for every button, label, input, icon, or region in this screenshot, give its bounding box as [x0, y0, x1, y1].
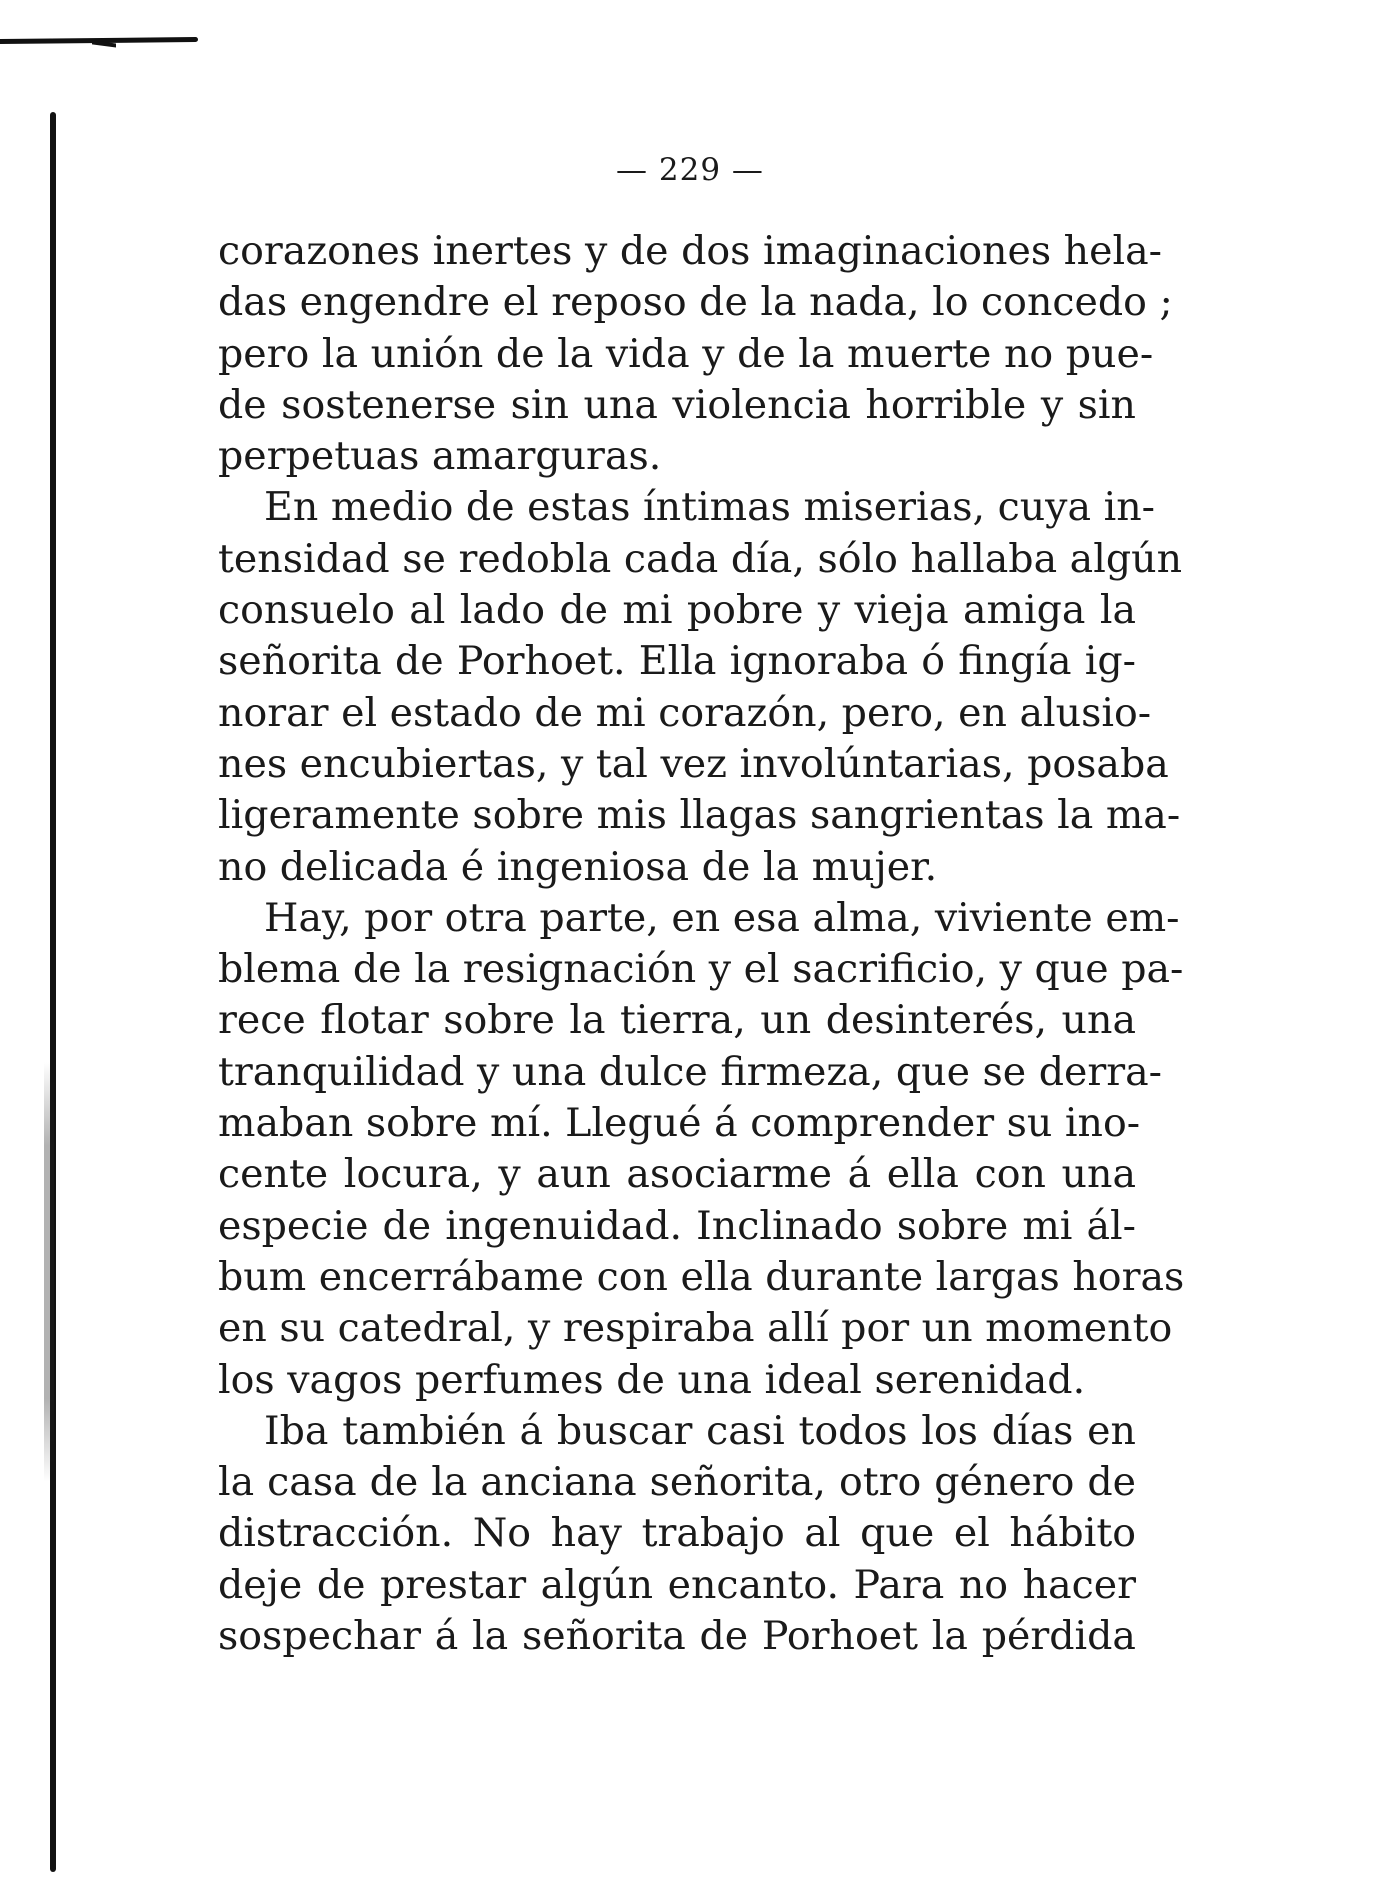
text-line: nes encubiertas, y tal vez involúntarias, posaba	[218, 740, 1169, 787]
text-line: En medio de estas íntimas miserias, cuya in-	[264, 484, 1156, 531]
text-line: ligeramente sobre mis llagas sangrientas la ma-	[218, 792, 1181, 839]
text-line: de sostenerse sin una violencia horrible y sin	[218, 381, 1136, 428]
text-line: consuelo al lado de mi pobre y vieja amiga la	[218, 587, 1136, 634]
scan-artifact-binding-edge	[50, 112, 56, 1872]
text-line: señorita de Porhoet. Ella ignoraba ó fingía ig-	[218, 638, 1136, 685]
text-line: sospechar á la señorita de Porhoet la pérdida	[218, 1613, 1136, 1660]
text-line: Iba también á buscar casi todos los días en	[264, 1407, 1136, 1454]
text-line: bum encerrábame con ella durante largas horas	[218, 1253, 1185, 1300]
text-line: en su catedral, y respiraba allí por un momento	[218, 1305, 1173, 1352]
text-line: especie de ingenuidad. Inclinado sobre mi ál-	[218, 1202, 1136, 1249]
text-line: corazones inertes y de dos imaginaciones hela-	[218, 228, 1163, 274]
scan-artifact-top-mark	[0, 37, 198, 44]
paragraph-4	[218, 1406, 1136, 1662]
text-line: blema de la resignación y el sacrificio, y que pa-	[218, 946, 1184, 993]
body-text	[218, 226, 1185, 1662]
paragraph-1	[218, 226, 1173, 482]
text-line: tranquilidad y una dulce firmeza, que se derra-	[218, 1048, 1163, 1095]
text-line: deje de prestar algún encanto. Para no hacer	[218, 1561, 1136, 1608]
text-line: los vagos perfumes de una ideal serenidad.	[218, 1356, 1086, 1403]
text-line: rece flotar sobre la tierra, un desinterés, una	[218, 997, 1136, 1044]
paragraph-3	[218, 893, 1185, 1406]
text-line: pero la unión de la vida y de la muerte no pue-	[218, 330, 1154, 377]
text-line: das engendre el reposo de la nada, lo concedo ;	[218, 279, 1173, 326]
paragraph-2	[218, 482, 1183, 892]
text-line: norar el estado de mi corazón, pero, en alusio-	[218, 689, 1152, 736]
text-line: perpetuas amarguras.	[218, 433, 662, 480]
text-line: maban sobre mí. Llegué á comprender su ino-	[218, 1100, 1141, 1147]
text-line: tensidad se redobla cada día, sólo hallaba algún	[218, 535, 1183, 582]
text-line: no delicada é ingeniosa de la mujer.	[218, 843, 938, 890]
text-line: la casa de la anciana señorita, otro género de	[218, 1459, 1136, 1506]
text-line: cente locura, y aun asociarme á ella con una	[218, 1151, 1136, 1198]
text-line: Hay, por otra parte, en esa alma, viviente em-	[264, 894, 1180, 941]
page-number: — 229 —	[616, 152, 764, 188]
text-line: distracción. No hay trabajo al que el hábito	[218, 1510, 1136, 1557]
